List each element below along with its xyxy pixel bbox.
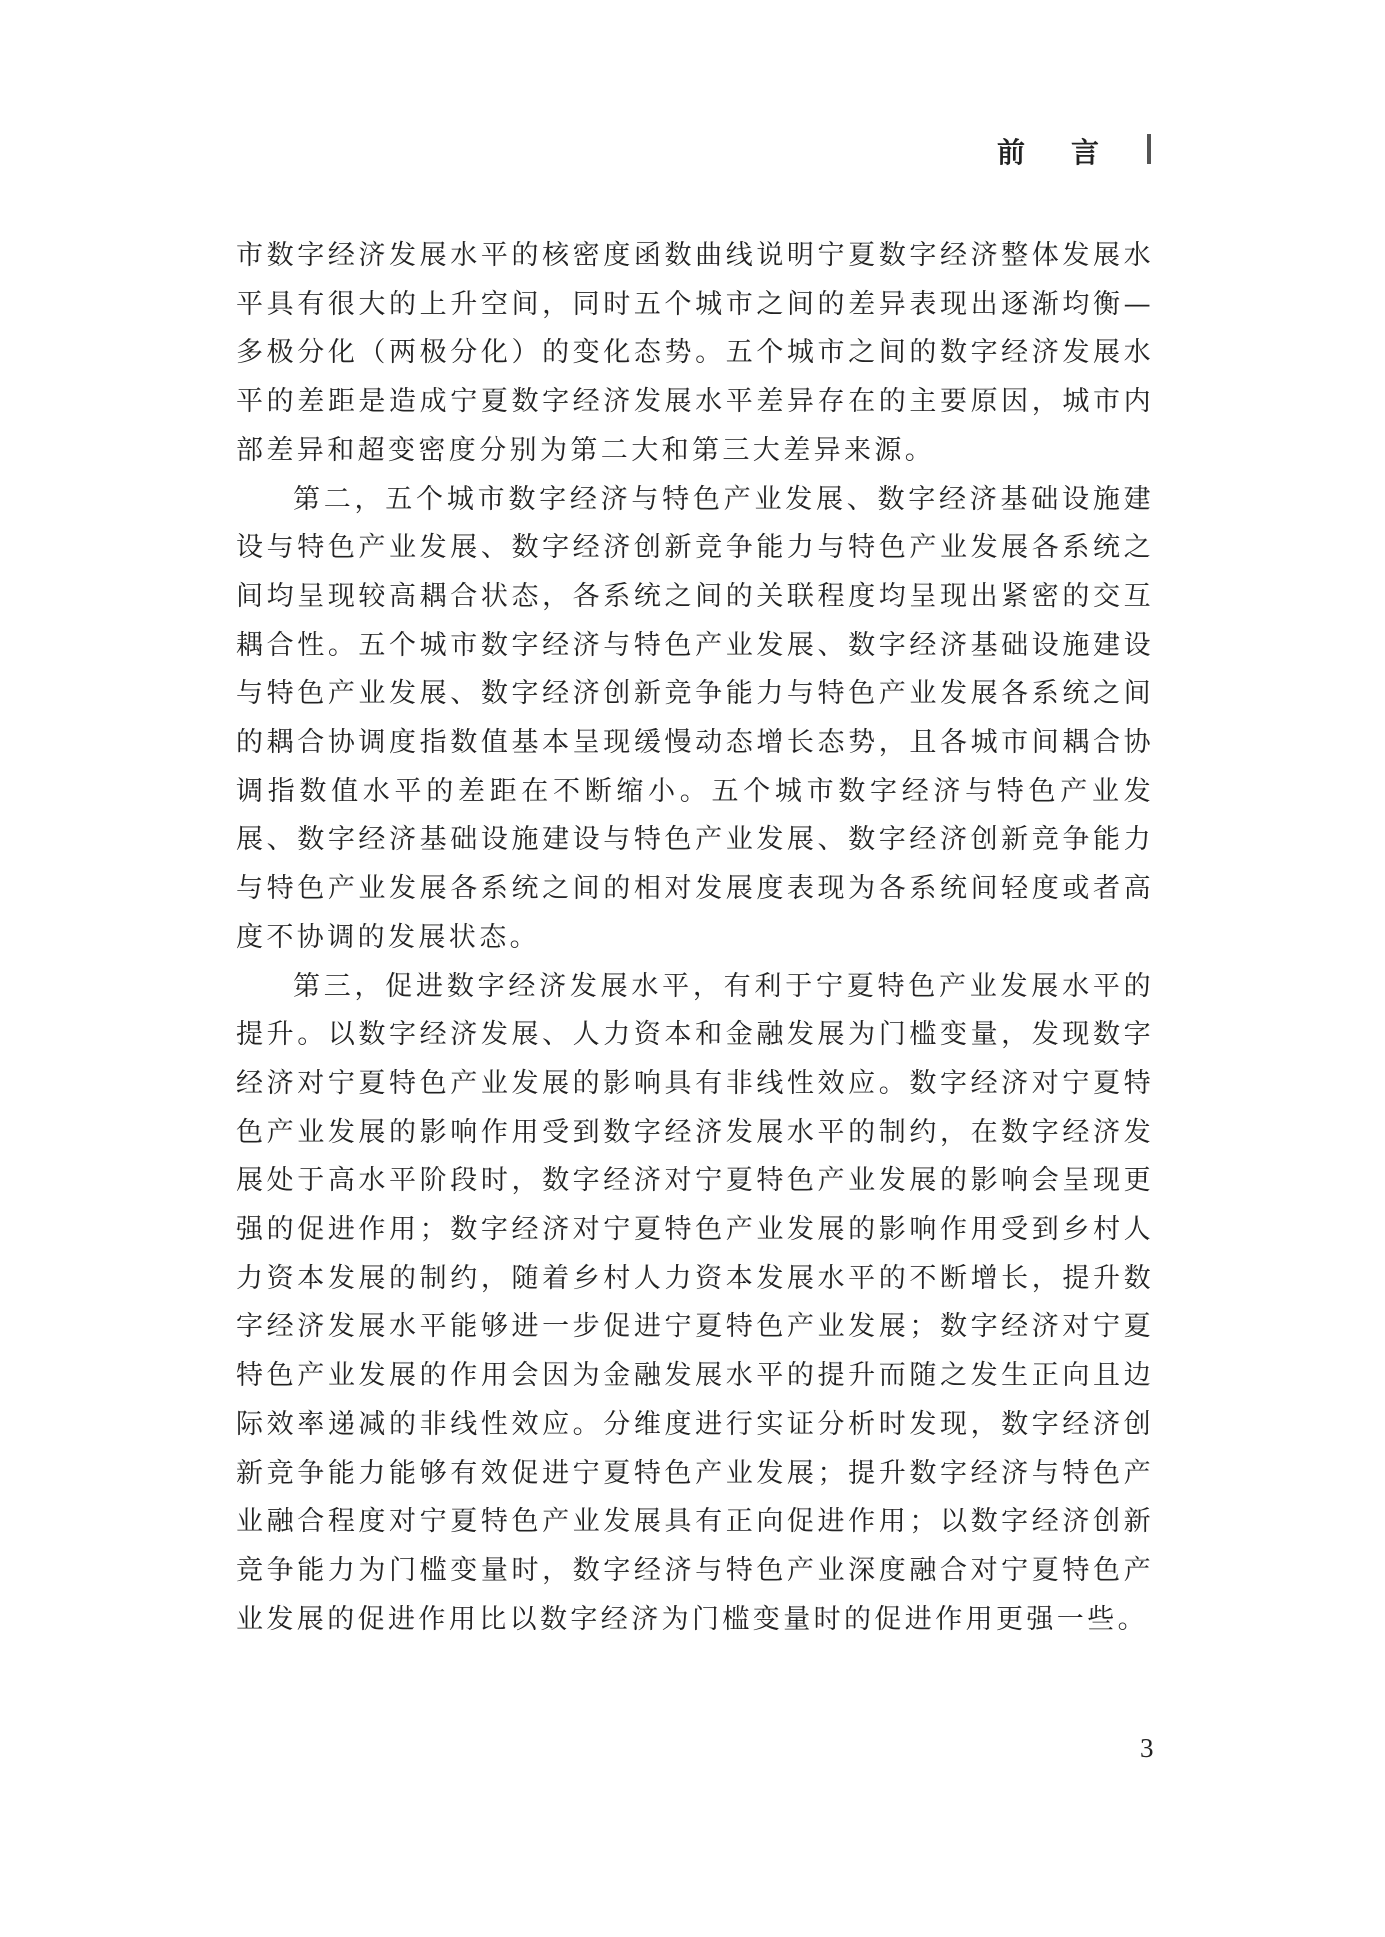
paragraph-1: 市数字经济发展水平的核密度函数曲线说明宁夏数字经济整体发展水平具有很大的上升空间，同时五个城市之间的差异表现出逐渐均衡—多极分化（两极分化）的变化态势。五个城市之间的数字经济发展水平的差距是造成宁夏数字经济发展水平差异存在的主要原因，城市内部差异和超变密度分别为第二大和第三大差异来源。	[236, 240, 1154, 466]
paragraph-2: 第二，五个城市数字经济与特色产业发展、数字经济基础设施建设与特色产业发展、数字经济创新竞争能力与特色产业发展各系统之间均呈现较高耦合状态，各系统之间的关联程度均呈现出紧密的交互耦合性。五个城市数字经济与特色产业发展、数字经济基础设施建设与特色产业发展、数字经济创新竞争能力与特色产业发展各系统之间的耦合协调度指数值基本呈现缓慢动态增长态势，且各城市间耦合协调指数值水平的差距在不断缩小。五个城市数字经济与特色产业发展、数字经济基础设施建设与特色产业发展、数字经济创新竞争能力与特色产业发展各系统之间的相对发展度表现为各系统间轻度或者高度不协调的发展状态。	[236, 483, 1154, 953]
body-text	[236, 232, 1154, 1644]
header-rule	[1147, 134, 1151, 164]
running-head-title: 前言	[996, 136, 1145, 169]
paragraph-3: 第三，促进数字经济发展水平，有利于宁夏特色产业发展水平的提升。以数字经济发展、人力资本和金融发展为门槛变量，发现数字经济对宁夏特色产业发展的影响具有非线性效应。数字经济对宁夏特色产业发展的影响作用受到数字经济发展水平的制约，在数字经济发展处于高水平阶段时，数字经济对宁夏特色产业发展的影响会呈现更强的促进作用；数字经济对宁夏特色产业发展的影响作用受到乡村人力资本发展的制约，随着乡村人力资本发展水平的不断增长，提升数字经济发展水平能够进一步促进宁夏特色产业发展；数字经济对宁夏特色产业发展的作用会因为金融发展水平的提升而随之发生正向且边际效率递减的非线性效应。分维度进行实证分析时发现，数字经济创新竞争能力能够有效促进宁夏特色产业发展；提升数字经济与特色产业融合程度对宁夏特色产业发展具有正向促进作用；以数字经济创新竞争能力为门槛变量时，数字经济与特色产业深度融合对宁夏特色产业发展的促进作用比以数字经济为门槛变量时的促进作用更强一些。	[236, 970, 1154, 1635]
page-number: 3	[1140, 1733, 1154, 1763]
